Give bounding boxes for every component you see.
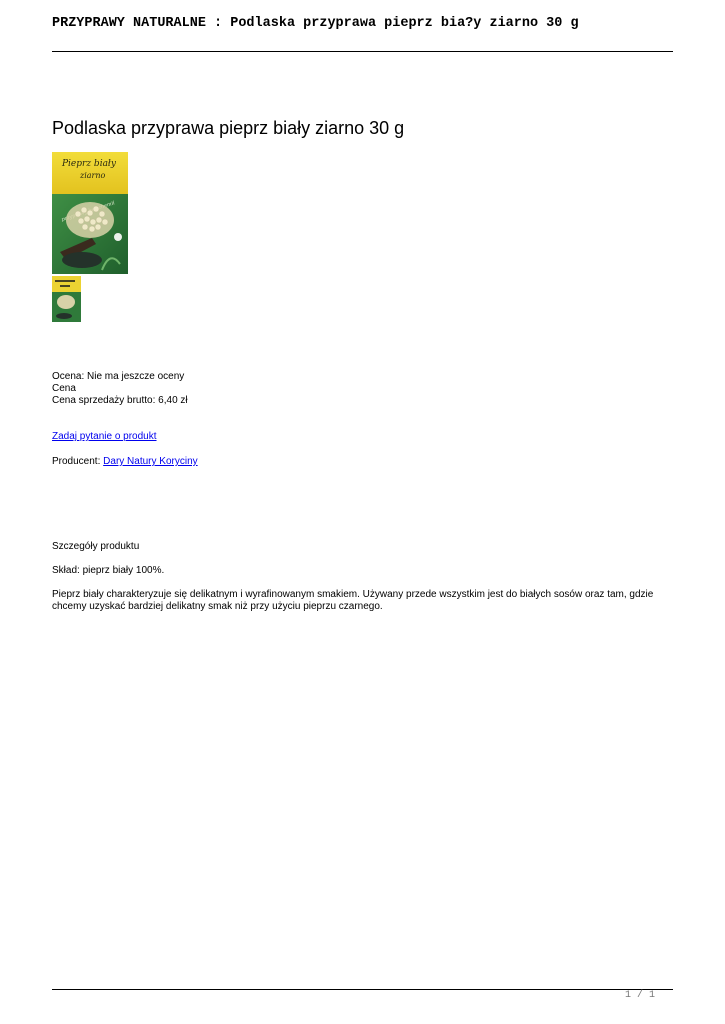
- page-number: 1 / 1: [624, 990, 655, 1001]
- ask-question-link[interactable]: Zadaj pytanie o produkt: [52, 431, 157, 442]
- header-divider: [52, 51, 673, 52]
- product-title: Podlaska przyprawa pieprz biały ziarno 30 g: [52, 118, 405, 138]
- product-thumbnail[interactable]: [52, 276, 81, 322]
- producer-row: [52, 456, 198, 468]
- composition: Skład: pieprz biały 100%.: [52, 565, 165, 576]
- product-description: Pieprz biały charakteryzuje się delikatnym i wyrafinowanym smakiem. Używany przede wszystkim jest do białych sosów oraz tam, gdzie chcemy uzyskać bardziej delikatny smak niż przy użyciu pieprzu czarnego.: [52, 589, 654, 612]
- product-rating: Ocena: Nie ma jeszcze oceny: [52, 371, 185, 382]
- producer-label: Producent:: [52, 456, 101, 467]
- price-label: Cena: [52, 383, 76, 394]
- package-band-text: chemii: [97, 200, 116, 212]
- details-heading: Szczegóły produktu: [52, 541, 140, 552]
- sale-price: Cena sprzedaży brutto: 6,40 zł: [52, 395, 188, 406]
- product-image[interactable]: [52, 152, 128, 274]
- footer-divider: [52, 989, 673, 990]
- document-header-title: PRZYPRAWY NATURALNE : Podlaska przyprawa pieprz bia?y ziarno 30 g: [52, 16, 579, 31]
- package-label-line1: Pieprz biały: [62, 159, 116, 169]
- package-label-line2: ziarno: [80, 171, 106, 180]
- producer-link[interactable]: Dary Natury Koryciny: [103, 456, 198, 467]
